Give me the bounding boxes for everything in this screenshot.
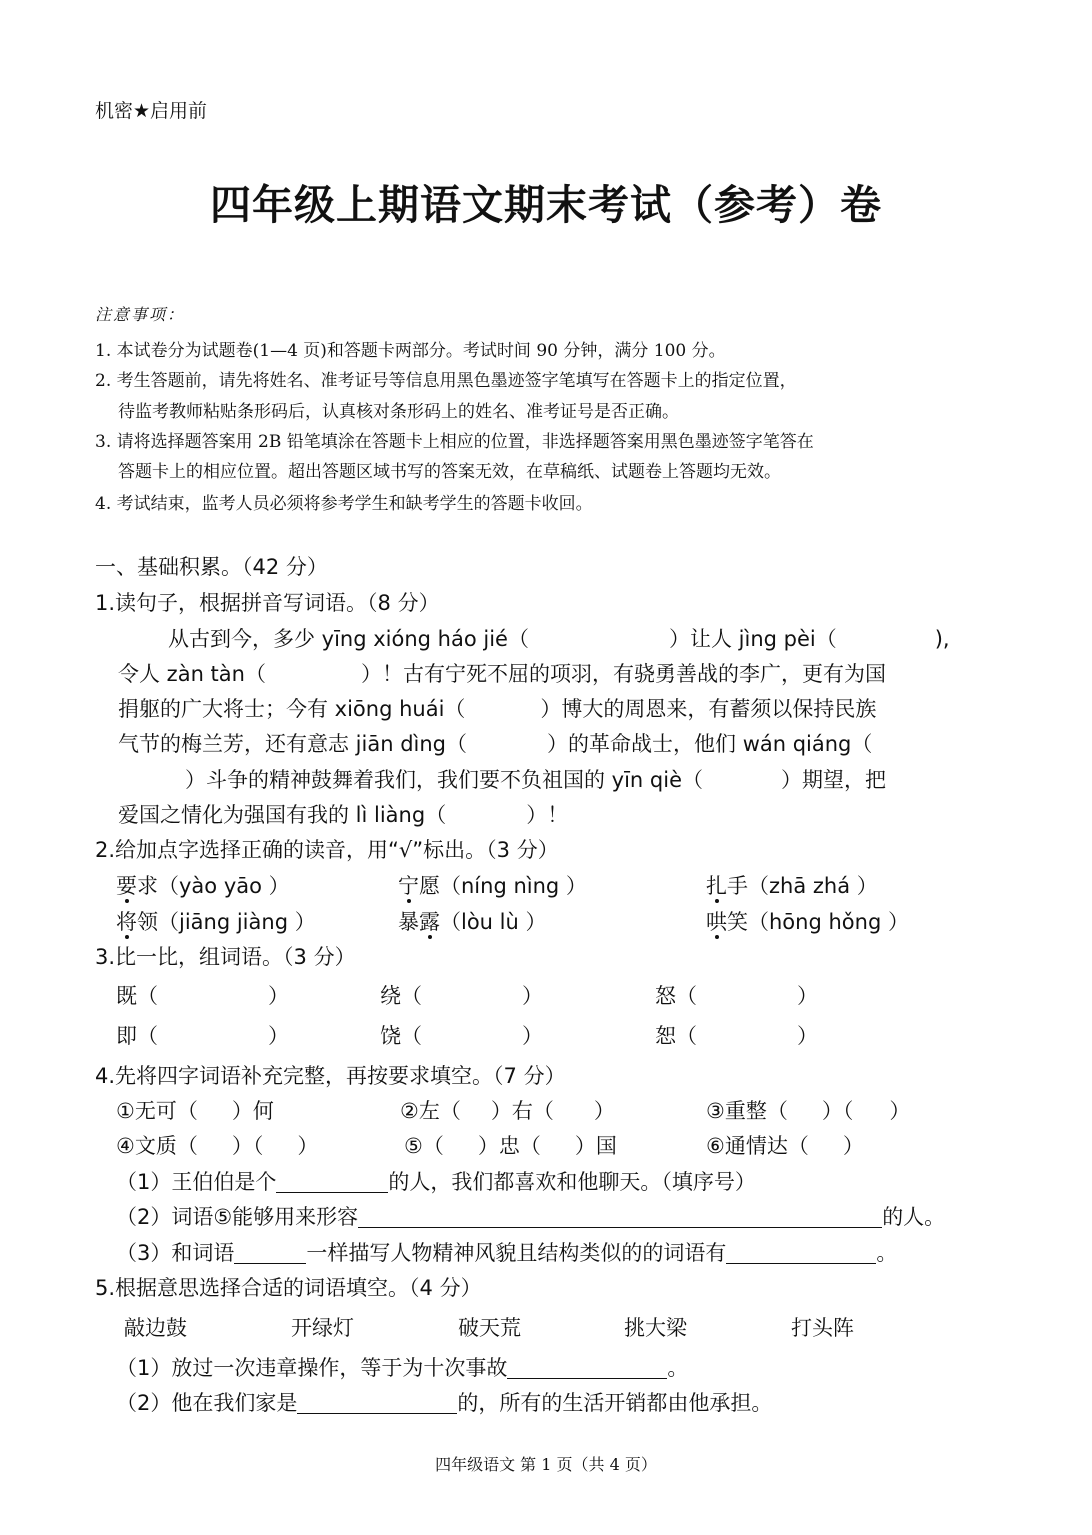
notes-heading: 注意事项： (95, 305, 186, 324)
q1-line-6: 爱国之情化为强国有我的 lì liàng（ ）！ (118, 803, 569, 827)
q4-heading: 4.先将四字词语补充完整，再按要求填空。（7 分） (95, 1064, 566, 1088)
exam-title: 四年级上期语文期末考试（参考）卷 (210, 181, 882, 229)
note-3: 3. 请将选择题答案用 2B 铅笔填涂在答题卡上相应的位置，非选择题答案用黑色墨迹签字笔答在 (95, 432, 814, 452)
page-footer: 四年级语文 第 1 页（共 4 页） (435, 1455, 657, 1474)
note-4: 4. 考试结束，监考人员必须将参考学生和缺考学生的答题卡收回。 (95, 494, 593, 514)
q4-idiom-1: ①无可（ ）何 (116, 1099, 274, 1123)
q3-item: 恕（ ） (655, 1024, 818, 1048)
q5-word: 开绿灯 (291, 1316, 354, 1340)
q2-item: 将领（jiāng jiàng ） (116, 910, 316, 934)
note-2-cont: 待监考教师粘贴条形码后，认真核对条形码上的姓名、准考证号是否正确。 (118, 402, 679, 422)
note-2: 2. 考生答题前，请先将姓名、准考证号等信息用黑色墨迹签字笔填写在答题卡上的指定位置， (95, 371, 797, 391)
q5-sub-2: （2）他在我们家是 的，所有的生活开销都由他承担。 (116, 1391, 773, 1415)
q3-heading: 3.比一比，组词语。（3 分） (95, 945, 356, 969)
q2-item: 扎手（zhā zhá ） (706, 874, 878, 898)
q1-line-3: 捐躯的广大将士；今有 xiōng huái（ ）博大的周恩来，有蓄须以保持民族 (118, 697, 877, 721)
q4-idiom-5: ⑤（ ）忠（ ）国 (404, 1134, 617, 1158)
q2-item: 哄笑（hōng hǒng ） (706, 910, 909, 934)
q5-sub-1: （1）放过一次违章操作，等于为十次事故 。 (116, 1356, 689, 1380)
q3-item: 即（ ） (116, 1024, 289, 1048)
q4-idiom-3: ③重整（ ）（ ） (706, 1099, 911, 1123)
q5-word: 挑大梁 (624, 1316, 687, 1340)
q2-item: 要求（yào yāo ） (116, 874, 290, 898)
q2-heading: 2.给加点字选择正确的读音，用“√”标出。（3 分） (95, 838, 559, 862)
q3-item: 饶（ ） (380, 1024, 543, 1048)
q3-item: 绕（ ） (380, 984, 543, 1008)
q5-word: 打头阵 (791, 1316, 854, 1340)
q5-heading: 5.根据意思选择合适的词语填空。（4 分） (95, 1276, 482, 1300)
q3-item: 既（ ） (116, 984, 289, 1008)
q3-item: 怒（ ） (655, 984, 818, 1008)
q1-line-5: ）斗争的精神鼓舞着我们，我们要不负祖国的 yīn qiè（ ）期望，把 (185, 768, 887, 792)
q4-idiom-2: ②左（ ）右（ ） (400, 1099, 615, 1123)
note-1: 1. 本试卷分为试题卷(1—4 页)和答题卡两部分。考试时间 90 分钟，满分 100 分。 (95, 341, 726, 361)
q5-word: 破天荒 (458, 1316, 521, 1340)
q4-idiom-6: ⑥通情达（ ） (706, 1134, 864, 1158)
note-3-cont: 答题卡上的相应位置。超出答题区域书写的答案无效，在草稿纸、试题卷上答题均无效。 (118, 462, 781, 482)
q4-sub-3: （3）和词语 一样描写人物精神风貌且结构类似的的词语有 。 (116, 1241, 898, 1265)
q5-word: 敲边鼓 (124, 1316, 187, 1340)
q4-sub-2: （2）词语⑤能够用来形容 的人。 (116, 1205, 946, 1229)
q1-line-1: 从古到今，多少 yīng xióng háo jié（ ）让人 jìng pèi（ ), (168, 627, 950, 651)
q2-item: 宁愿（níng nìng ） (398, 874, 587, 898)
section-1-heading: 一、基础积累。（42 分） (95, 555, 328, 579)
q1-line-4: 气节的梅兰芳，还有意志 jiān dìng（ ）的革命战士，他们 wán qiáng（ (118, 732, 873, 756)
q4-idiom-4: ④文质（ ）（ ） (116, 1134, 319, 1158)
q1-heading: 1.读句子，根据拼音写词语。（8 分） (95, 591, 440, 615)
q4-sub-1: （1）王伯伯是个 的人，我们都喜欢和他聊天。（填序号） (116, 1170, 756, 1194)
q2-item: 暴露（lòu lù ） (398, 910, 547, 934)
confidential-label: 机密★启用前 (95, 100, 208, 122)
q1-line-2: 令人 zàn tàn（ ）！古有宁死不屈的项羽，有骁勇善战的李广，更有为国 (118, 662, 886, 686)
